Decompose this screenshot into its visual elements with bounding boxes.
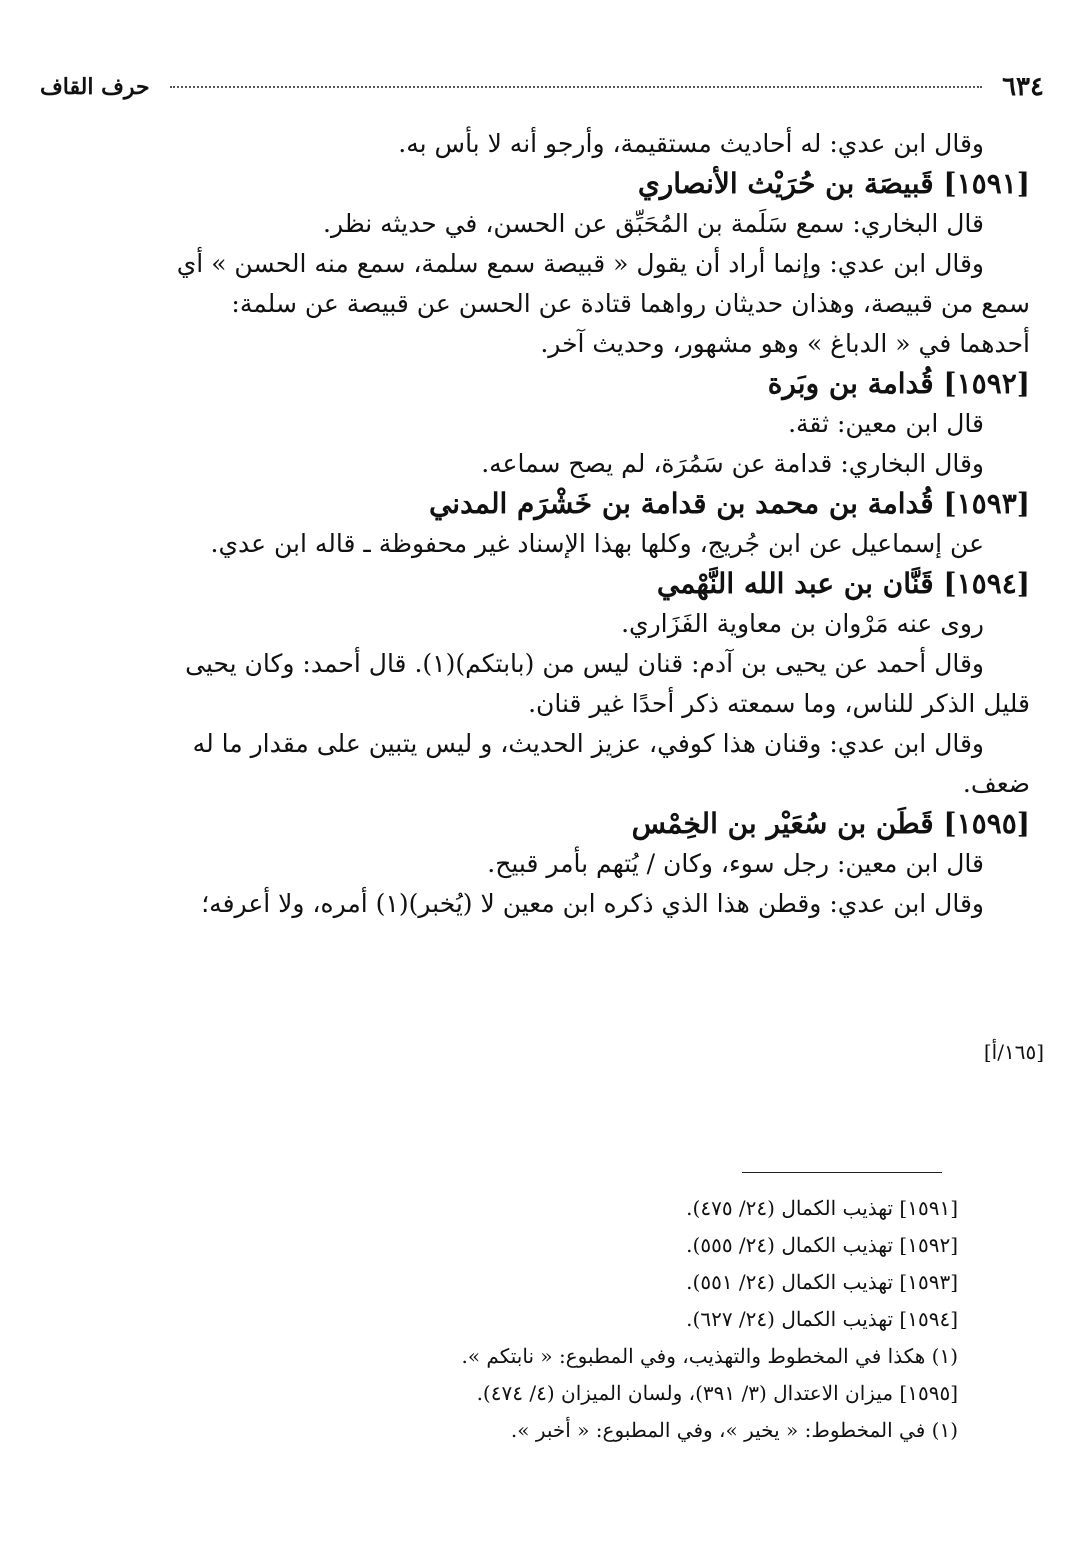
text-line: وقال ابن عدي: وإنما أراد أن يقول « قبيصة سمع سلمة، سمع منه الحسن » أي (176, 249, 984, 278)
footnote: (١) هكذا في المخطوط والتهذيب، وفي المطبوع: « نابتكم ». (461, 1344, 958, 1368)
main-text (50, 124, 1030, 924)
page-number: ٦٣٤ (1002, 72, 1044, 102)
entry-heading-1595: [١٥٩٥] قَطَن بن سُعَيْر بن الخِمْس (631, 807, 1030, 840)
text-line: وقال ابن عدي: وقنان هذا كوفي، عزيز الحديث، و ليس يتبين على مقدار ما له (192, 729, 984, 758)
footnotes (98, 1190, 958, 1449)
footnote: [١٥٩٥] ميزان الاعتدال (٣/ ٣٩١)، ولسان الميزان (٤/ ٤٧٤). (476, 1381, 958, 1405)
text-line: سمع من قبيصة، وهذان حديثان رواهما قتادة عن الحسن عن قبيصة عن سلمة: (231, 289, 1030, 318)
entry-heading-1594: [١٥٩٤] قَنَّان بن عبد الله النَّهْمي (656, 567, 1030, 600)
text-line: أحدهما في « الدباغ » وهو مشهور، وحديث آخر. (540, 329, 1030, 358)
entry-heading-1592: [١٥٩٢] قُدامة بن وبَرة (767, 367, 1030, 400)
page-header (40, 62, 1044, 112)
text-line: وقال البخاري: قدامة عن سَمُرَة، لم يصح سماعه. (481, 449, 984, 478)
footnote: [١٥٩٤] تهذيب الكمال (٢٤/ ٦٢٧). (686, 1307, 958, 1331)
text-line: قليل الذكر للناس، وما سمعته ذكر أحدًا غير قنان. (528, 689, 1030, 718)
text-line: عن إسماعيل عن ابن جُريج، وكلها بهذا الإسناد غير محفوظة ـ قاله ابن عدي. (210, 529, 984, 558)
text-line: قال ابن معين: ثقة. (788, 409, 984, 438)
header-dotted-rule (170, 86, 982, 88)
running-title: حرف القاف (40, 74, 150, 100)
text-line: قال البخاري: سمع سَلَمة بن المُحَبِّق عن الحسن، في حديثه نظر. (323, 209, 984, 238)
text-line: قال ابن معين: رجل سوء، وكان / يُتهم بأمر قبيح. (487, 849, 984, 878)
manuscript-folio-note: [١٦٥/أ] (983, 1040, 1044, 1064)
footnote: [١٥٩١] تهذيب الكمال (٢٤/ ٤٧٥). (686, 1196, 958, 1220)
footnote: (١) في المخطوط: « يخير »، وفي المطبوع: « أخبر ». (510, 1418, 958, 1442)
text-line: وقال أحمد عن يحيى بن آدم: قنان ليس من (بابتكم)(١). قال أحمد: وكان يحيى (185, 649, 984, 678)
text-line: روى عنه مَرْوان بن معاوية الفَزَاري. (621, 609, 984, 638)
entry-heading-1591: [١٥٩١] قَبيصَة بن حُرَيْث الأنصاري (637, 167, 1030, 200)
text-line: وقال ابن عدي: له أحاديث مستقيمة، وأرجو أنه لا بأس به. (398, 129, 984, 158)
text-line: ضعف. (962, 769, 1030, 798)
entry-heading-1593: [١٥٩٣] قُدامة بن محمد بن قدامة بن خَشْرَم المدني (428, 487, 1030, 520)
footnote: [١٥٩٢] تهذيب الكمال (٢٤/ ٥٥٥). (686, 1233, 958, 1257)
footnote-separator (742, 1172, 942, 1173)
text-line: وقال ابن عدي: وقطن هذا الذي ذكره ابن معين لا (يُخبر)(١) أمره، ولا أعرفه؛ (201, 889, 984, 918)
footnote: [١٥٩٣] تهذيب الكمال (٢٤/ ٥٥١). (686, 1270, 958, 1294)
